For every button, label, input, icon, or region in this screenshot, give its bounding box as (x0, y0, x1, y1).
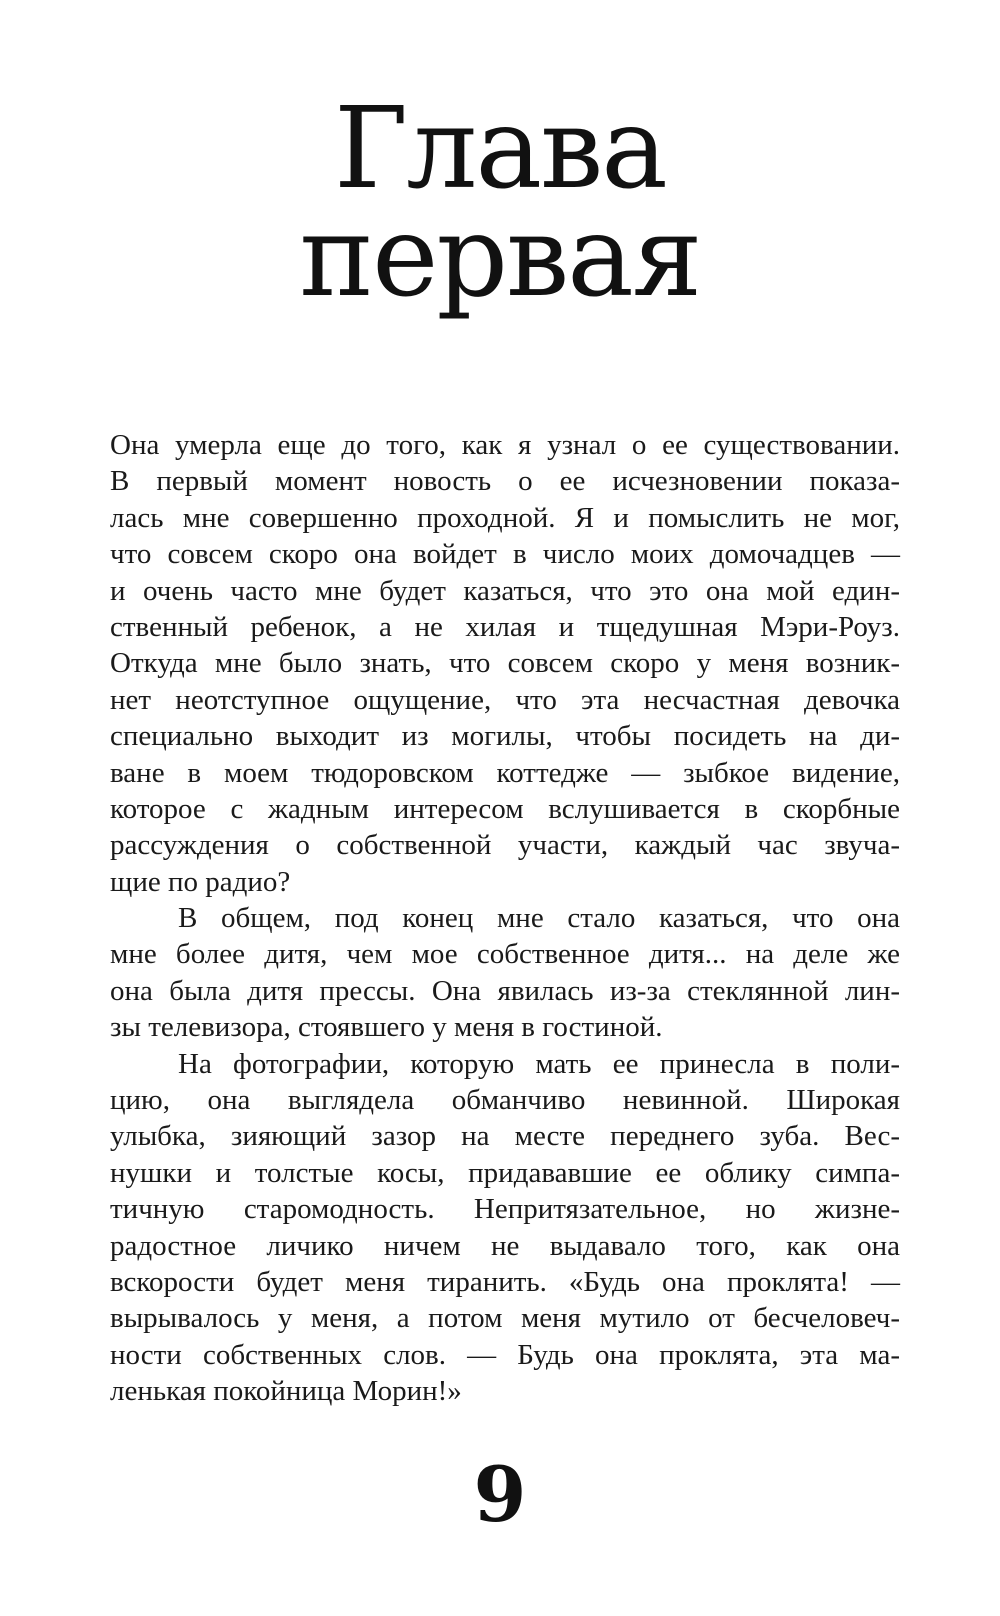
text-line: и очень часто мне будет казаться, что это она мой един- (110, 574, 900, 607)
text-line: что совсем скоро она войдет в число моих домочадцев — (110, 538, 900, 571)
text-line: она была дитя прессы. Она явилась из-за стеклянной лин- (110, 974, 900, 1007)
text-line: улыбка, зияющий зазор на месте переднего зуба. Вес- (110, 1120, 900, 1153)
text-line: ване в моем тюдоровском коттедже — зыбкое видение, (110, 756, 900, 789)
text-line: Откуда мне было знать, что совсем скоро у меня возник- (110, 647, 900, 680)
text-line: Она умерла еще до того, как я узнал о ее существовании. (110, 429, 900, 461)
text-line: цию, она выглядела обманчиво невинной. Широкая (110, 1084, 900, 1117)
text-line: В первый момент новость о ее исчезновении показа- (110, 465, 900, 498)
text-line: ленькая покойница Морин!» (110, 1375, 462, 1408)
text-line: мне более дитя, чем мое собственное дитя... на деле же (110, 938, 900, 971)
text-line: щие по радио? (110, 865, 291, 898)
text-line: зы телевизора, стоявшего у меня в гостиной. (110, 1011, 663, 1044)
text-line: вырывалось у меня, а потом меня мутило от бесчеловеч- (110, 1302, 900, 1335)
text-line: вскорости будет меня тиранить. «Будь она проклята! — (110, 1265, 900, 1298)
text-line: которое с жадным интересом вслушивается в скорбные (110, 792, 900, 825)
text-line: лась мне совершенно проходной. Я и помыслить не мог, (110, 501, 900, 534)
chapter-title-line-1: Глава (334, 84, 666, 214)
chapter-body-text (110, 427, 900, 1410)
text-line: ности собственных слов. — Будь она проклята, эта ма- (110, 1338, 900, 1371)
page-number: 9 (473, 1450, 527, 1539)
text-line: нет неотступное ощущение, что эта несчастная девочка (110, 683, 900, 716)
text-line: На фотографии, которую мать ее принесла в поли- (178, 1047, 900, 1080)
text-line: специально выходит из могилы, чтобы посидеть на ди- (110, 720, 900, 753)
chapter-title-line-2: первая (299, 192, 701, 322)
text-line: радостное личико ничем не выдавало того, как она (110, 1229, 900, 1262)
chapter-title (0, 84, 1000, 322)
text-line: В общем, под конец мне стало казаться, что она (178, 902, 900, 935)
text-line: ственный ребенок, а не хилая и тщедушная Мэри-Роуз. (110, 610, 900, 643)
text-line: тичную старомодность. Непритязательное, но жизне- (110, 1193, 900, 1226)
text-line: нушки и толстые косы, придававшие ее облику симпа- (110, 1156, 900, 1189)
text-line: рассуждения о собственной участи, каждый час звуча- (110, 829, 900, 862)
